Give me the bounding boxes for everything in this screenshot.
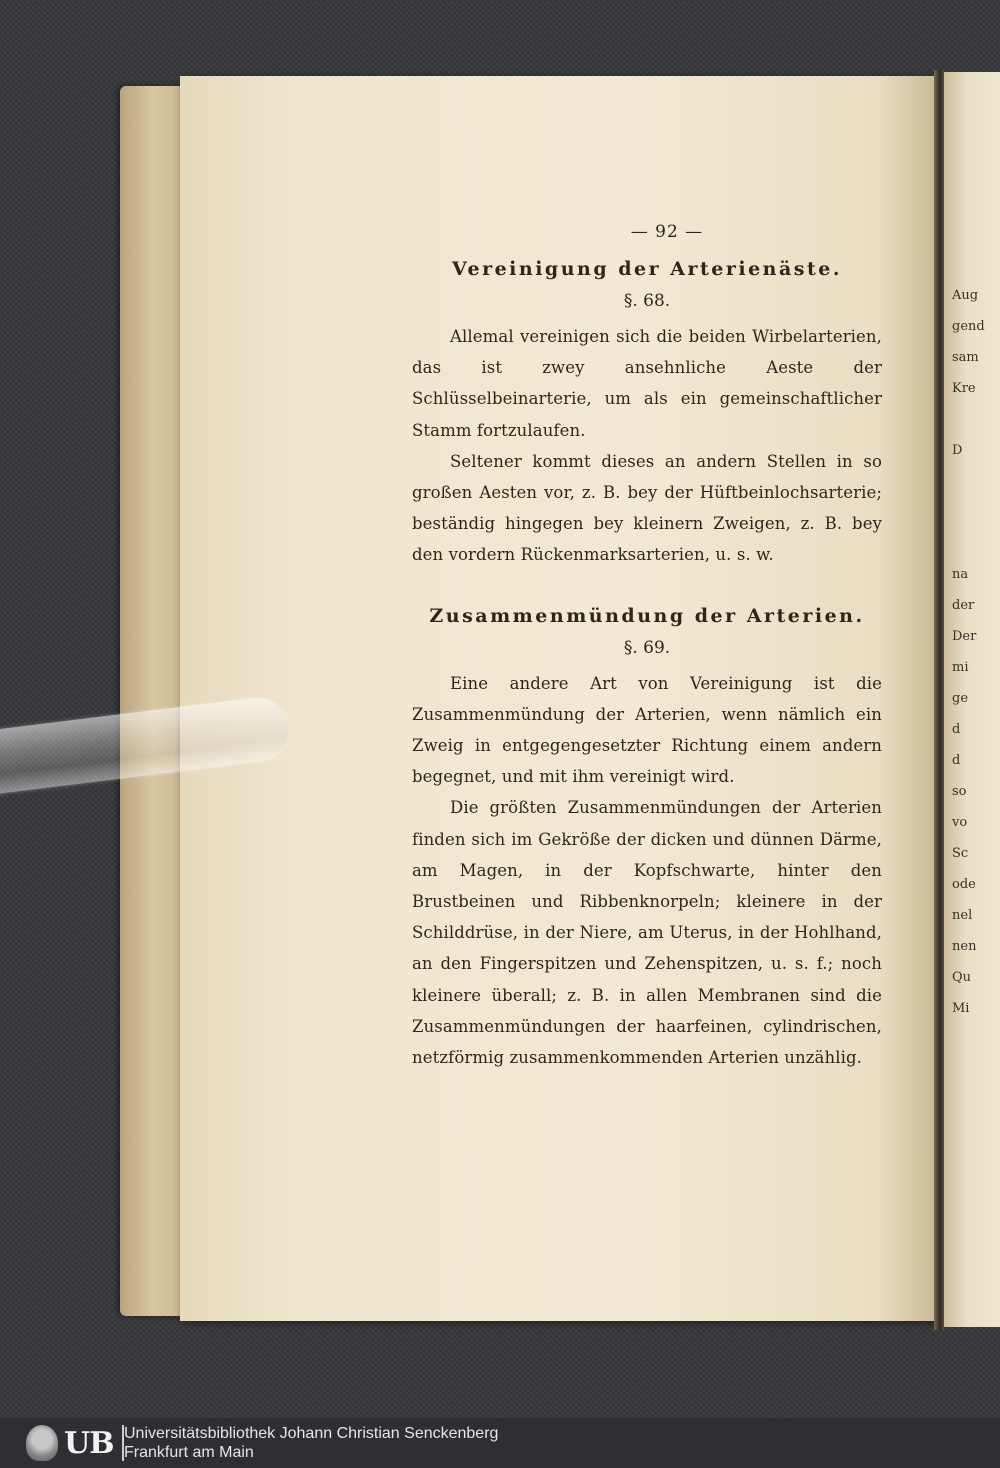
- section-68: §. 68.: [623, 291, 671, 311]
- paragraph: Allemal vereinigen sich die beiden Wirbelarterien, das ist zwey ansehnliche Aeste der Schlüsselbeinarterie, um als ein gemeinschaftlicher Stamm fortzulaufen.: [412, 327, 882, 440]
- heading-vereinigung: Vereinigung der Arterienäste.: [452, 258, 842, 280]
- library-logo[interactable]: [26, 1424, 124, 1462]
- paragraph: Seltener kommt dieses an andern Stellen in so großen Aesten vor, z. B. bey der Hüftbeinlochsarterie; beständig hingegen bey kleinern Zweigen, z. B. bey den vordern Rückenmarksarterien, u. s. w.: [412, 451, 882, 565]
- paragraph: Eine andere Art von Vereinigung ist die Zusammenmündung der Arterien, wenn nämlich ein Zweig in entgegengesetzter Richtung einem andern begegnet, und mit ihm vereinigt wird.: [412, 673, 882, 787]
- portrait-icon: [26, 1425, 58, 1461]
- paragraph: Die größten Zusammenmündungen der Arterien finden sich im Gekröße der dicken und dünnen Därme, am Magen, in der Kopfschwarte, hinter den Brustbeinen und Ribbenknorpeln; kleinere in der Schilddrüse, in der Niere, am Uterus, in der Hohlhand, an den Fingerspitzen und Zehenspitzen, u. s. f.; noch kleinere überall; z. B. in allen Membranen sind die Zusammenmündungen der haarfeinen, cylindrischen, netzförmig zusammenkommenden Arterien unzählig.: [412, 798, 882, 1068]
- footer-line-1: Universitätsbibliothek Johann Christian Senckenberg: [124, 1425, 499, 1442]
- section-69: §. 69.: [623, 637, 671, 658]
- page-number: — 92 —: [630, 222, 704, 242]
- footer-line-2: Frankfurt am Main: [124, 1444, 254, 1461]
- page-text: [412, 222, 882, 1073]
- logo-text: UB: [64, 1425, 114, 1461]
- right-page-text-fragments: Aug gend sam Kre D na der Der mi ge d d so vo Sc ode nel nen Qu Mi: [952, 288, 985, 1016]
- book-gutter: [934, 70, 944, 1330]
- heading-zusammenmuendung: Zusammenmündung der Arterien.: [429, 604, 865, 627]
- footer-institution: [124, 1424, 498, 1462]
- footer-bar: [0, 1418, 1000, 1468]
